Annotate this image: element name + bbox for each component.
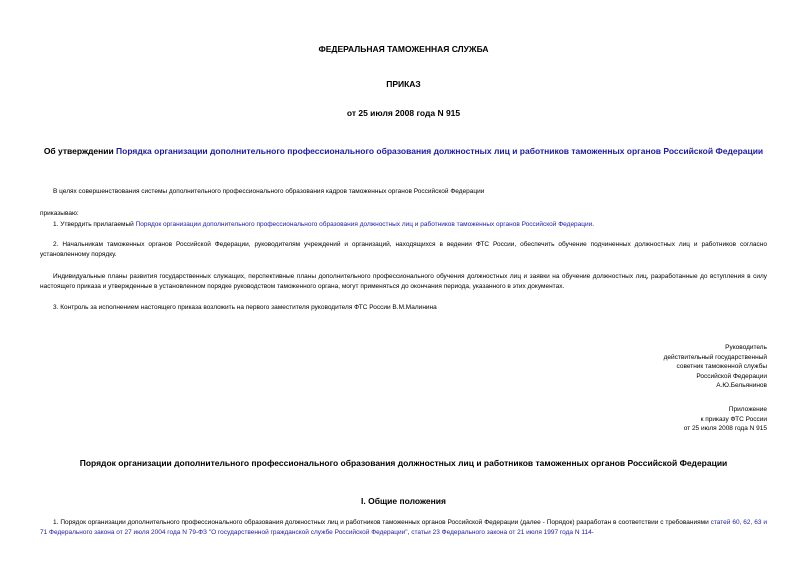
- signature-line: действительный государственный: [663, 353, 767, 361]
- order-subject: [40, 146, 767, 157]
- section-heading: I. Общие положения: [361, 496, 446, 506]
- preamble: В целях совершенствования системы дополнительного профессионального образования кадров таможенных органов Российской Федерации: [53, 188, 485, 195]
- item-1: [40, 220, 767, 230]
- doc-type: ПРИКАЗ: [386, 79, 421, 89]
- item-1-link[interactable]: Порядок организации дополнительного профессионального образования должностных лиц и работников таможенных органов Российской Федерации: [135, 221, 593, 228]
- doc-date-number: от 25 июля 2008 года N 915: [346, 108, 461, 118]
- item-3: 3. Контроль за исполнением настоящего приказа возложить на первого заместителя руководителя ФТС России В.М.Малинина: [53, 304, 437, 311]
- signature-block: [664, 343, 767, 391]
- item-2: 2. Начальникам таможенных органов Российской Федерации, руководителям учреждений и организаций, находящихся в ведении ФТС России, обеспечить обучение подчиненных должностных лиц и работников согласно установленному порядку.: [40, 241, 767, 258]
- signature-line: Руководитель: [725, 344, 767, 351]
- law-link-79fz[interactable]: статей 60, 62, 63 и 71 Федерального закона от 27 июля 2004 года N 79-ФЗ "О государственной гражданской службе Российской Федерации": [40, 519, 767, 536]
- item-1-suffix: .: [592, 221, 595, 228]
- signature-line: Российской Федерации: [696, 372, 767, 380]
- signature-name: А.Ю.Бельянинов: [716, 382, 767, 389]
- subject-prefix: Об утверждении: [43, 146, 117, 156]
- section-paragraph-1: [40, 518, 767, 537]
- paragraph-separator: ,: [407, 528, 412, 536]
- appendix-reference: [684, 405, 767, 434]
- signature-line: советник таможенной службы: [676, 363, 767, 370]
- item-1-prefix: 1. Утвердить прилагаемый: [53, 221, 136, 228]
- appendix-line: от 25 июля 2008 года N 915: [683, 425, 767, 432]
- paragraph-text: 1. Порядок организации дополнительного профессионального образования должностных лиц и работников таможенных органов Российской Федерации (далее - Порядок) разработан в соответствии с требованиями: [53, 519, 711, 526]
- subject-link[interactable]: Порядка организации дополнительного профессионального образования должностных лиц и работников таможенных органов Российской Федерации: [116, 146, 764, 156]
- document-title: Порядок организации дополнительного профессионального образования должностных лиц и работников таможенных органов Российской Федерации: [79, 458, 728, 468]
- appendix-line: Приложение: [728, 406, 767, 413]
- law-link-114fz[interactable]: статьи 23 Федерального закона от 21 июля 1997 года N 114-: [411, 528, 594, 536]
- order-word: приказываю:: [40, 210, 79, 217]
- agency-name: ФЕДЕРАЛЬНАЯ ТАМОЖЕННАЯ СЛУЖБА: [318, 44, 489, 54]
- item-2-continuation: Индивидуальные планы развития государственных служащих, перспективные планы дополнительного профессионального обучения должностных лиц и заявки на обучение должностных лиц, разработанные до вступления в силу настоящего приказа и утвержденные в установленном порядке руководством таможенного органа, могут применяться до окончания периода, указанного в этих документах.: [40, 273, 767, 290]
- appendix-line: к приказу ФТС России: [700, 415, 767, 423]
